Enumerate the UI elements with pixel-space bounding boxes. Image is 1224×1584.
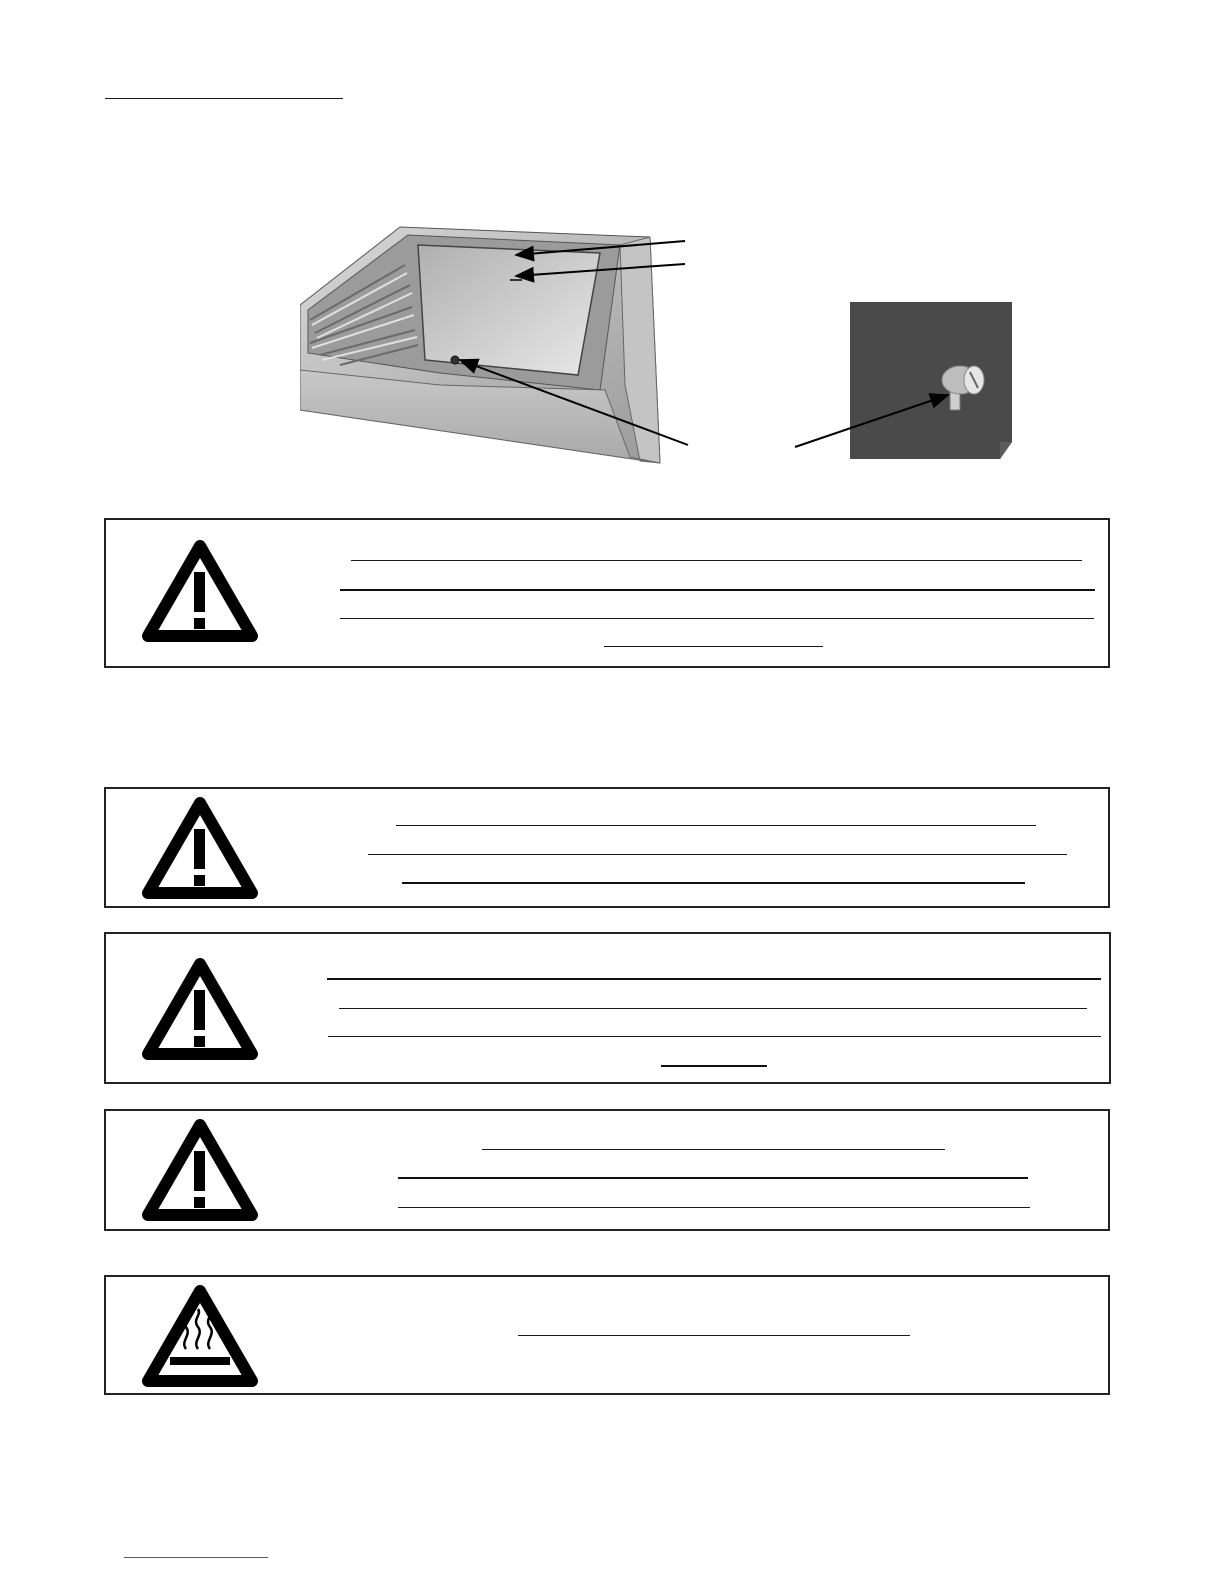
notice-line xyxy=(351,560,1082,561)
notice-line xyxy=(340,589,1095,591)
footer-link[interactable] xyxy=(124,1557,268,1558)
notice-line xyxy=(398,1177,1028,1179)
caution-notice-1 xyxy=(104,518,1110,668)
notice-line xyxy=(327,978,1101,980)
warning-exclamation-icon xyxy=(142,797,258,901)
notice-line xyxy=(518,1335,910,1336)
notice-line xyxy=(396,825,1036,826)
warning-exclamation-icon xyxy=(142,958,258,1062)
arrow-3 xyxy=(460,360,688,445)
arrow-2 xyxy=(516,264,685,276)
warning-exclamation-icon xyxy=(142,1119,258,1223)
notice-line xyxy=(368,854,1067,855)
caution-notice-3 xyxy=(104,932,1111,1084)
notice-line xyxy=(340,618,1094,619)
warning-exclamation-icon xyxy=(142,540,258,644)
notice-line xyxy=(398,1207,1030,1208)
hot-surface-notice xyxy=(104,1275,1110,1395)
valve-arrow xyxy=(790,385,960,455)
notice-line xyxy=(328,1036,1101,1037)
page-title xyxy=(105,80,343,100)
arrow-1 xyxy=(516,241,685,255)
notice-line xyxy=(661,1065,767,1067)
notice-line xyxy=(402,882,1025,884)
notice-line xyxy=(339,1008,1087,1009)
caution-notice-4 xyxy=(104,1109,1110,1231)
page-title-underline xyxy=(105,98,343,99)
callout-arrows xyxy=(440,230,840,460)
notice-line xyxy=(482,1149,945,1150)
notice-line xyxy=(604,646,823,647)
hot-surface-icon xyxy=(142,1285,258,1389)
caution-notice-2 xyxy=(104,787,1110,908)
